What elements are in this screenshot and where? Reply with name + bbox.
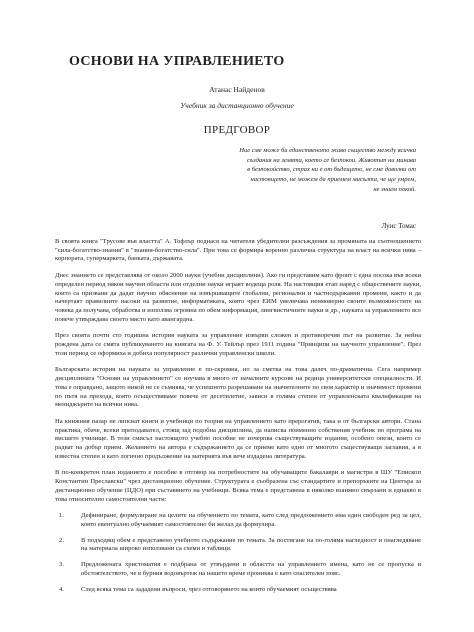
list-item-number: 4. [59,585,64,593]
body-paragraph: На книжния пазар не липсват книги и учебници по теория на управлението като прерогатив, така и от български автори. Стана практика, обаче, всеки преподавател, стоящ зад подобна дисциплина, да написва поименно собствения учебник по програма на висшето училище. В този смисъл настоящото учебно пособие не изчерпва съществуващите издания, особено онези, които се радват на добър прием. Желанието на автора е съдържанието да се приеме като едно от многото съществуващи заглавия, а в известна степен и като логично продължение на материята във вече издадена литература. [55,417,421,460]
list-item-text: След всяка тема са зададени въпроси, чрез отговорянето на които обучаемият осъществява [81,585,337,593]
epigraph [150,146,416,195]
body-paragraph: В своята книга "Трусове във властта" А. Тофлър поднася на читателя убедителни разсъждения за промяната на съотношението "сила-богатство-знания" в "знания-богатство-сила". При това се формира коренно различна структура на власт на всички нива – корпората, супермаркета, банката, държавата. [55,238,421,263]
list-item [55,586,421,595]
list-item-number: 2. [59,536,64,544]
body-paragraph: В по-конкретен план изданието е пособие в отговор на потребностите на обучаващите бакалаври и магистри в ШУ "Епископ Константин Преславски" чрез дистанционно обучение. Структурата е съобразена със стандартите и препоръките на Центъра за дистанционно обучение (ЦДО) при съставянето на учебници. Всяка тема е представена в няколко взаимно свързани и еднакво в това относително самостоятелни части: [55,469,421,503]
body-paragraph: През своята почти сто годишна история науката за управление извърви сложен и противоречив път на развитие. За нейна рождена дата се смята публикуването на книгата на Ф. У. Тейлър през 1911 година "Принципи на научното управление". През този период се оформиха и добиха популярност различни управленски школи. [55,332,421,357]
list-item [55,512,421,529]
body-paragraph: Българската история на науката за управление е по-скромна, но за сметка на това далеч по-драматична. Сега например дисциплината "Основи на управлението" се изучава в много от началните курсове на редица университетски специалности. И това е оправдано, защото никой не се съмнява, че успешното разрешаване на значителните по своя характер и значимост промени по пътя на прехода, която осъществяваме повече от десетилетие, зависи в голяма степен от управленската квалификация на мениджърите на всички нива. [55,366,421,409]
epigraph-attribution: Луис Томас [381,222,416,230]
author-name: Атанас Найденов [209,85,265,94]
numbered-list [55,512,421,594]
epigraph-line: създания на земята, което се безпокои. Животът ни минава [246,156,416,164]
document-title: ОСНОВИ НА УПРАВЛЕНИЕТО [69,54,285,69]
body-paragraph: Днес знанието се представлява от около 2000 науки (учебни дисциплини). Ако ги представим като фронт с една посока във всеки определен период някои научни области или отделни науки играят водеща роля. На настоящия етап наред с обществените науки, които са призвани да дадат научно обяснение на извършващите глобални, регионални и частнодържавни промени, както и да начертаят правилните насоки на развитие, информатиката, която чрез ЕИМ увеличава неимоверно своите възможностите на човека да получава, обработва и използва огромна по обем информация, лингвистичните науки и др., науката за управлението все повече утвърждава своето място като авангардна. [55,272,421,323]
epigraph-line: настоящето, не можем да приемем мисълта, че ще умрем, [250,176,416,184]
preface-heading: ПРЕДГОВОР [203,124,271,136]
document-subtitle: Учебник за дистанционно обучение [180,101,294,110]
document-body [55,238,421,601]
list-item-number: 1. [59,512,64,520]
epigraph-line: в безпокойство, страх ни е от бъдещето, не сме доволни от [247,166,416,174]
epigraph-line: не знаем покой. [373,185,416,193]
list-item-number: 3. [59,561,64,569]
list-item [55,537,421,554]
list-item [55,561,421,578]
list-item-text: В подходящ обем е представено учебното съдържание по темата. За постигане на по-голяма нагледност и онагледяване на материала широко използвани са схеми и таблици. [81,536,421,553]
list-item-text: Дефиниране, формулиране на целите на обучението по темата, като след предложението има един свободен ред за цел, която евентуално обучаемият самостоятелно би желал да формулира. [81,512,421,528]
epigraph-line: Ние сме може би единственото живо същество между всички [239,147,416,154]
list-item-text: Предложената христоматия е подбрана от утвърдени в областта на управлението имена, като не се пропуска и обстоятелството, че в бурния водовъртеж на нашето време прониква е като спасителен пояс. [81,561,421,577]
